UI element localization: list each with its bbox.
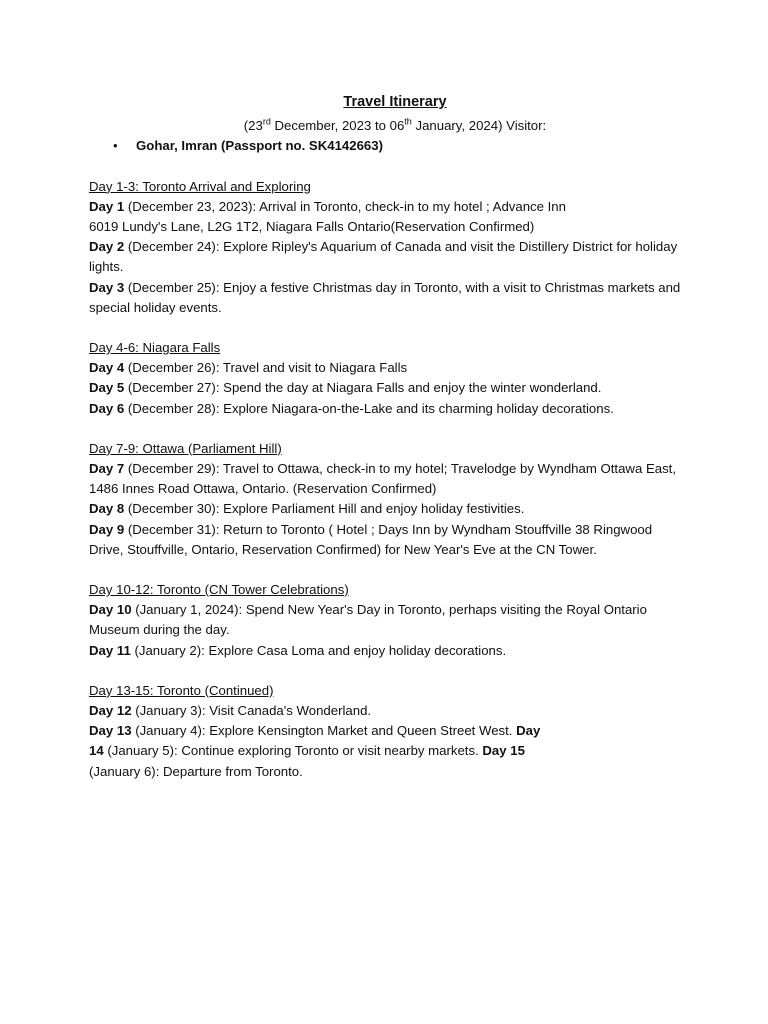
- itinerary-entry: [89, 701, 689, 721]
- entry-text: (January 6): Departure from Toronto.: [89, 763, 303, 779]
- day-label: Day 10: [89, 602, 132, 618]
- section-heading: Day 4-6: Niagara Falls: [89, 340, 221, 356]
- day-label: Day 5: [89, 380, 125, 396]
- itinerary-entry: [89, 237, 689, 277]
- itinerary-section: [89, 177, 689, 318]
- itinerary-entry: [89, 721, 557, 782]
- visitor-item: [89, 136, 689, 156]
- entry-text: (December 29): Travel to Ottawa, check-in to my hotel; Travelodge by Wyndham Ottawa East, 1486 Innes Road Ottawa, Ontario. (Reservation Confirmed): [89, 461, 676, 497]
- bullet-icon: •: [113, 138, 118, 154]
- day-label: Day 11: [89, 642, 131, 658]
- entry-text: (December 30): Explore Parliament Hill and enjoy holiday festivities.: [124, 501, 525, 517]
- day-label: Day 1: [89, 198, 125, 214]
- day-label: Day 6: [89, 400, 125, 416]
- day-label: Day 14: [89, 723, 541, 759]
- day-label: Day 12: [89, 703, 132, 719]
- dates-open: (23: [243, 118, 263, 134]
- itinerary-entry: [89, 600, 689, 640]
- itinerary-entry: [89, 499, 689, 519]
- day-label: Day 15: [482, 743, 525, 759]
- itinerary-entry: [89, 358, 689, 378]
- dates-mid: December, 2023 to 06: [270, 118, 405, 134]
- itinerary-entry: [89, 197, 689, 217]
- section-heading: Day 1-3: Toronto Arrival and Exploring: [89, 178, 311, 194]
- entry-text: (December 25): Enjoy a festive Christmas day in Toronto, with a visit to Christmas markets and special holiday events.: [89, 279, 681, 315]
- entry-text: 6019 Lundy's Lane, L2G 1T2, Niagara Falls Ontario(Reservation Confirmed): [89, 219, 535, 235]
- day-label: Day 8: [89, 501, 125, 517]
- day-label: Day 7: [89, 461, 125, 477]
- document-title: Travel Itinerary: [343, 94, 447, 110]
- entry-text: (January 1, 2024): Spend New Year's Day in Toronto, perhaps visiting the Royal Ontario Museum during the day.: [89, 602, 647, 638]
- itinerary-entry: [89, 459, 689, 499]
- dates-close: January, 2024) Visitor:: [411, 118, 547, 134]
- entry-text: (December 28): Explore Niagara-on-the-Lake and its charming holiday decorations.: [124, 400, 614, 416]
- section-heading: Day 7-9: Ottawa (Parliament Hill): [89, 440, 282, 456]
- itinerary-entry: [89, 217, 689, 237]
- entry-text: (January 2): Explore Casa Loma and enjoy holiday decorations.: [130, 642, 507, 658]
- itinerary-entry: [89, 641, 689, 661]
- visitor-list: [89, 136, 689, 156]
- document-content: [89, 92, 689, 802]
- itinerary-section: [89, 439, 689, 560]
- itinerary-entry: [89, 399, 689, 419]
- entry-text: (December 24): Explore Ripley's Aquarium of Canada and visit the Distillery District for holiday lights.: [89, 239, 678, 275]
- entry-text: (December 23, 2023): Arrival in Toronto, check-in to my hotel ; Advance Inn: [124, 198, 566, 214]
- itinerary-section: [89, 681, 689, 782]
- entry-text: (January 4): Explore Kensington Market and Queen Street West.: [131, 723, 517, 739]
- day-label: Day 2: [89, 239, 125, 255]
- day-label: Day 4: [89, 360, 125, 376]
- section-heading: Day 13-15: Toronto (Continued): [89, 682, 274, 698]
- entry-text: (December 26): Travel and visit to Niagara Falls: [124, 360, 408, 376]
- dates-sup-th: th: [404, 116, 412, 127]
- section-heading: Day 10-12: Toronto (CN Tower Celebrations): [89, 582, 349, 598]
- itinerary-section: [89, 338, 689, 419]
- entry-text: (January 5): Continue exploring Toronto or visit nearby markets.: [103, 743, 483, 759]
- entry-text: (December 31): Return to Toronto ( Hotel ; Days Inn by Wyndham Stouffville 38 Ringwood Drive, Stouffville, Ontario, Reservation Confirmed) for New Year's Eve at the CN Tower.: [89, 521, 653, 557]
- day-label: Day 3: [89, 279, 125, 295]
- itinerary-entry: [89, 520, 689, 560]
- day-label: Day 9: [89, 521, 125, 537]
- visitor-name: Gohar, Imran (Passport no. SK4142663): [136, 138, 383, 154]
- dates-sup-rd: rd: [262, 116, 271, 127]
- itinerary-entry: [89, 278, 689, 318]
- itinerary-entry: [89, 378, 689, 398]
- itinerary-section: [89, 580, 689, 661]
- travel-dates: [89, 116, 689, 136]
- day-label: Day 13: [89, 723, 132, 739]
- entry-text: (January 3): Visit Canada's Wonderland.: [131, 703, 372, 719]
- entry-text: (December 27): Spend the day at Niagara Falls and enjoy the winter wonderland.: [124, 380, 602, 396]
